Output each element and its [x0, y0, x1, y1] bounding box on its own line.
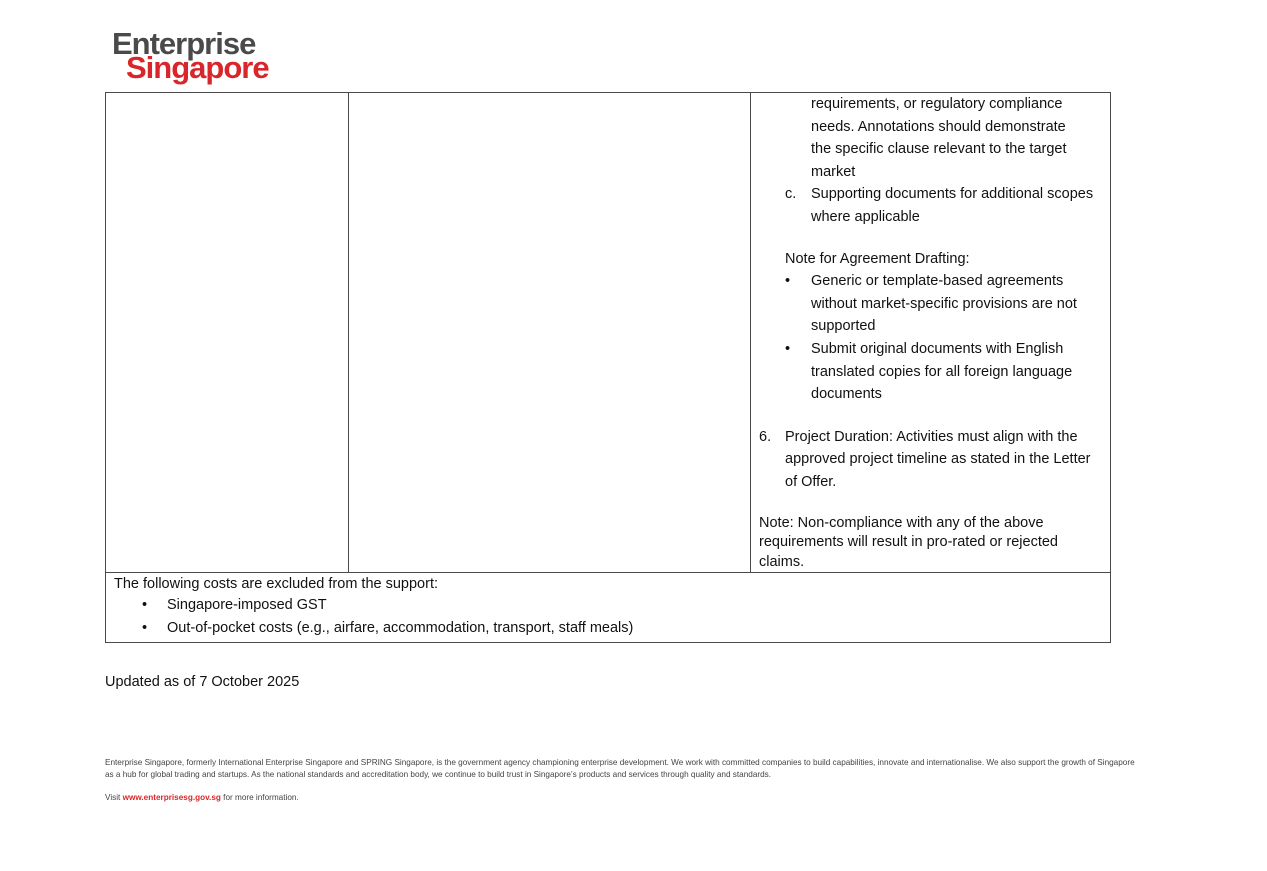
bullet-icon: • — [785, 273, 791, 290]
item-b-line: needs. Annotations should demonstrate — [811, 118, 1066, 135]
table-cell-empty-2 — [349, 93, 751, 573]
table-cell-empty-1 — [106, 93, 349, 573]
updated-date: Updated as of 7 October 2025 — [105, 674, 300, 690]
drafting-bullet-text: Submit original documents with English translated copies for all foreign language documents — [811, 340, 1073, 403]
exclusion-item-text: Out-of-pocket costs (e.g., airfare, accommodation, transport, staff meals) — [167, 620, 634, 636]
exclusions-cell — [106, 573, 1111, 643]
item-6 — [759, 426, 1104, 494]
table-row — [106, 573, 1111, 643]
support-details-table — [105, 92, 1111, 643]
exclusions-heading: The following costs are excluded from the support: — [114, 576, 438, 592]
logo-line-singapore: Singapore — [126, 50, 269, 85]
visit-suffix: for more information. — [220, 793, 299, 802]
footer-about: Enterprise Singapore, formerly International Enterprise Singapore and SPRING Singapore, is the government agency championing enterprise development. We work with committed companies to build capabilities, innovate and internationalise. We also support the growth of Singapore as a hub for global trading and startups. As the national standards and accreditation body, we continue to build trust in Singapore’s products and services through quality and standards. — [105, 758, 1135, 779]
item-b-continued — [759, 93, 1104, 183]
bullet-icon: • — [785, 340, 791, 357]
item-b-line: requirements, or regulatory compliance — [811, 96, 1063, 112]
item-6-text: Project Duration: Activities must align with the approved project timeline as stated in the Letter of Offer. — [785, 428, 1091, 490]
drafting-bullet-text: Generic or template-based agreements without market-specific provisions are not supported — [811, 273, 1077, 335]
drafting-bullet — [759, 338, 1104, 406]
item-c — [759, 183, 1104, 228]
exclusion-item-text: Singapore-imposed GST — [167, 597, 327, 613]
item-c-marker: c. — [785, 186, 797, 203]
visit-prefix: Visit — [105, 793, 123, 802]
table-row — [106, 93, 1111, 573]
drafting-note-title: Note for Agreement Drafting: — [785, 250, 970, 267]
table-cell-requirements — [751, 93, 1111, 573]
item-b-line: the specific clause relevant to the target — [811, 141, 1067, 158]
drafting-bullet — [759, 270, 1104, 338]
item-c-text: Supporting documents for additional scopes where applicable — [811, 186, 1094, 225]
item-b-line: market — [811, 163, 856, 180]
item-6-marker: 6. — [759, 428, 772, 445]
enterprise-singapore-logo — [112, 28, 292, 88]
bullet-icon: • — [142, 620, 148, 636]
logo-line-enterprise: Enterprise — [112, 26, 256, 61]
footer-visit — [105, 793, 299, 802]
non-compliance-note: Note: Non-compliance with any of the above requirements will result in pro-rated or rejected claims. — [759, 514, 1058, 570]
website-link[interactable]: www.enterprisesg.gov.sg — [122, 793, 221, 802]
exclusion-item — [114, 594, 1102, 617]
bullet-icon: • — [142, 597, 148, 613]
exclusion-item — [114, 617, 1102, 640]
